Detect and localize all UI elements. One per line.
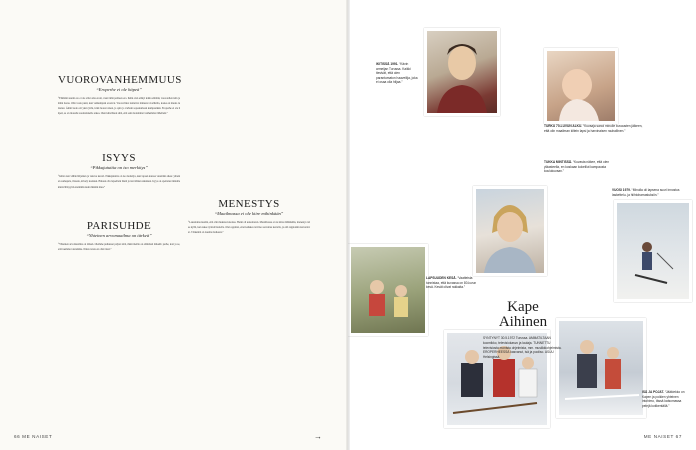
- section-heading-isyys: ISYYS: [102, 152, 136, 165]
- section-heading-parisuhde: PARISUHDE: [86, 219, 152, 232]
- caption-father-sons: [642, 390, 690, 408]
- body-text: “Isänä olen vähän hiljainen ja vakava kaveri. Pikkujututtia on iso merkitys, kun lapsen kanssa vietetään aikaa: yhteinen aamupala, iltasatu, kävely kouluun. Haluan olla lapselleni läsnä ja turvallinen aikuinen. Isyys on opettanut minulle kärsivällisyyttä enemmän kuin mikään muu.”: [58, 175, 180, 189]
- portrait-icon: [476, 189, 544, 273]
- family-icon: [559, 321, 643, 415]
- section-heading-vuorovanhemmuus: VUOROVANHEMMUUS: [58, 74, 182, 86]
- photo-teen-mullet: [473, 186, 547, 276]
- caption-1979: [612, 188, 690, 197]
- photo-father-and-sons: [556, 318, 646, 418]
- caption-text: “Vaatteista tunnistaa, että kuvassa on 80-luvun kesä. Kesät olivat rakkaita.”: [426, 276, 477, 290]
- section-subheading: “Maailmassa ei ole kiire mihinkään”: [214, 211, 284, 216]
- section-subheading: “Eroperhe ei ole häpeä”: [96, 87, 142, 92]
- body-text: “Lauantaina kuulin, että olin mukana kisoissa. Hetki oli uskomaton. Maailmassa ei ole kiire mihinkään, menestys tulee kyllä, kun tekee työnsä huolella. Olen oppinut, ettei kaikkea tarvitse saavuttaa kerralla, ja että tappiotkin kasvattavat. Tärkeintä on nauttia matkasta.”: [188, 221, 310, 235]
- caption-mullet: [544, 160, 624, 174]
- caption-70s: [544, 124, 648, 133]
- caption-title: ISÄ JA POJAT.: [642, 390, 664, 394]
- caption-text: “Kuvaaja sanoi minulle kuvausten jälkeen, että olin maailman kiltein lapsi ja harvinaisen rauhallinen.”: [544, 124, 643, 133]
- arrow-icon: →: [314, 432, 322, 441]
- folio-left: 66 ME NAISET: [14, 434, 53, 439]
- photo-skiing-1979: [614, 200, 692, 302]
- body-text: “Elämäni suurin ero ei ole ollut oma eroni, vaan tämä perheen ero. Ikäni olen elänyt kahta elämää, vuorotellen isän ja äidin luona. Olin vasta pieni, kun vanhempani erosivat. Vuoroviikot tuntuivat minusta tavallisilta, koska en muuta tuntenut. Äitini luona oli yksi rytmi, isäni luona toinen, ja opin jo varhain sopeutumaan kumpaankin. Eroperhe ei ole häpeä, se on monelle suomalaiselle arkea. Olen kiitollinen siitä, että sain molemmat vanhemmat lähelleni.”: [58, 97, 180, 116]
- caption-title: LAPSUUDEN KESÄ.: [426, 276, 457, 280]
- caption-title: TURKU 70-LUVUN ALKU.: [544, 124, 583, 128]
- profile-box: [483, 300, 563, 360]
- section-subheading: “Yhteinen arvomaailma on tärkeä”: [86, 232, 152, 238]
- body-text: “Yhteinen arvomaailma on tärkeä. Olemme puhuneet paljon siitä, mikä meille on elämässä tärkeää: perhe, koti ja se, että tuemme toisiamme. Ilman toista en olisi tässä.”: [58, 242, 180, 251]
- profile-name: Kape Aihinen: [498, 299, 548, 330]
- caption-title: IKITISSÄ 1991.: [376, 62, 399, 66]
- profile-bio: SYNTYNYT 30.5.1972 Turussa. AMMATILTAAN koomikko, televisiokasvo ja laulaja. TUNNETTU televisiosta monista ohjelmista, mm. musiikkiohjelmista. EROPERHEESSÄ kasvanut, isä ja puoliso. ASUU Helsingissä.: [483, 336, 562, 360]
- section-heading-menestys: MENESTYS: [218, 198, 280, 210]
- page-gutter: [346, 0, 350, 450]
- caption-1991: [376, 62, 420, 85]
- caption-title: VUOSI 1979.: [612, 188, 631, 192]
- photo-baby-70s: [544, 48, 618, 124]
- right-column: [188, 68, 310, 235]
- left-column: [58, 68, 180, 252]
- caption-text: “Kävin armeijan Turussa. Kaikki tiesivät, että olen parantumaton haaveilija, joka ei osaa olla hiljaa.”: [376, 62, 418, 85]
- folio-right: ME NAISET 67: [643, 434, 682, 439]
- caption-text: “Kuvasta näkee, että olen yläasteella, en koskaan kokeillut kampausta koulukuvaan.”: [544, 160, 610, 174]
- section-subheading: “Pikkujututtia on iso merkitys”: [90, 165, 148, 171]
- baby-icon: [547, 51, 615, 121]
- skier-icon: [617, 203, 689, 299]
- caption-text: “Jääkiekko on Kapen ja poikien yhteinen intohimo, tässä katsomassa pelejä kotikentällä.”: [642, 390, 685, 408]
- right-page: [348, 0, 696, 450]
- portrait-icon: [427, 31, 497, 113]
- caption-summer: [426, 276, 480, 290]
- caption-text: “Minulla oli lapsena suuri innostus laskettelu- ja hiihtoharrastuksiin.”: [612, 188, 680, 197]
- photo-childhood-summer: [348, 244, 428, 336]
- photo-young-man-1991: [424, 28, 500, 116]
- children-icon: [351, 247, 425, 333]
- caption-title: TUKKA MINTISSÄ.: [544, 160, 573, 164]
